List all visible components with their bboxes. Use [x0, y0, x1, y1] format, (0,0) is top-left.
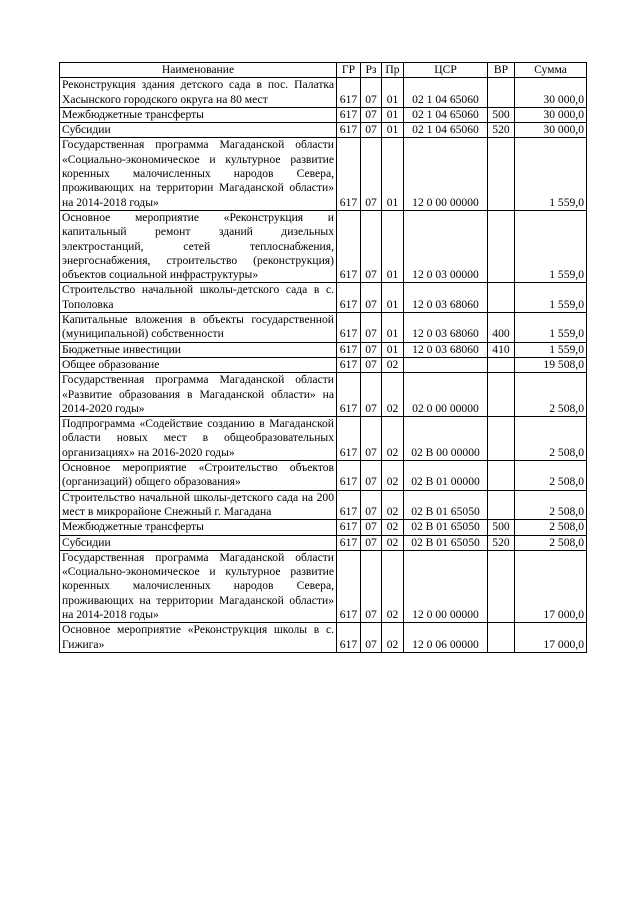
cell-pr: 01 — [382, 313, 404, 343]
cell-gr: 617 — [337, 107, 361, 122]
cell-name: Капитальные вложения в объекты государственной (муниципальной) собственности — [60, 313, 337, 343]
cell-name: Государственная программа Магаданской области «Социально-экономическое и культурное развитие коренных малочисленных народов Севера, проживающих на территории Магаданской области» на 2014-2018 годы» — [60, 138, 337, 210]
document-page — [59, 62, 586, 653]
cell-name: Основное мероприятие «Реконструкция школы в с. Гижига» — [60, 623, 337, 653]
table-row — [60, 550, 587, 622]
header-row — [60, 63, 587, 78]
cell-csr: 02 В 00 00000 — [404, 417, 488, 461]
cell-gr: 617 — [337, 520, 361, 535]
cell-vr: 520 — [488, 535, 515, 550]
cell-csr: 02 1 04 65060 — [404, 78, 488, 108]
cell-vr — [488, 490, 515, 520]
header-rz: Рз — [361, 63, 382, 78]
cell-rz: 07 — [361, 313, 382, 343]
cell-sum: 2 508,0 — [515, 490, 587, 520]
cell-vr: 520 — [488, 123, 515, 138]
cell-vr: 410 — [488, 342, 515, 357]
cell-csr: 02 1 04 65060 — [404, 123, 488, 138]
cell-gr: 617 — [337, 313, 361, 343]
cell-csr: 12 0 06 00000 — [404, 623, 488, 653]
cell-sum: 2 508,0 — [515, 535, 587, 550]
cell-rz: 07 — [361, 210, 382, 282]
cell-name: Субсидии — [60, 535, 337, 550]
cell-csr: 02 0 00 00000 — [404, 373, 488, 417]
cell-sum: 2 508,0 — [515, 520, 587, 535]
cell-vr — [488, 417, 515, 461]
table-row — [60, 123, 587, 138]
cell-vr — [488, 623, 515, 653]
table-row — [60, 373, 587, 417]
table-row — [60, 520, 587, 535]
table-row — [60, 623, 587, 653]
cell-sum: 30 000,0 — [515, 78, 587, 108]
cell-name: Основное мероприятие «Строительство объектов (организаций) общего образования» — [60, 461, 337, 491]
cell-name: Основное мероприятие «Реконструкция и капитальный ремонт зданий дизельных электростанций, сетей теплоснабжения, энергоснабжения, строительство (реконструкция) объектов социальной инфраструктуры» — [60, 210, 337, 282]
cell-gr: 617 — [337, 535, 361, 550]
cell-sum: 30 000,0 — [515, 107, 587, 122]
cell-pr: 01 — [382, 123, 404, 138]
table-row — [60, 138, 587, 210]
cell-name: Государственная программа Магаданской области «Развитие образования в Магаданской области» на 2014-2020 годы» — [60, 373, 337, 417]
cell-sum: 1 559,0 — [515, 342, 587, 357]
cell-sum: 17 000,0 — [515, 550, 587, 622]
cell-vr — [488, 357, 515, 372]
table-row — [60, 283, 587, 313]
cell-gr: 617 — [337, 210, 361, 282]
cell-rz: 07 — [361, 373, 382, 417]
cell-sum: 2 508,0 — [515, 461, 587, 491]
header-name: Наименование — [60, 63, 337, 78]
cell-rz: 07 — [361, 623, 382, 653]
cell-vr — [488, 78, 515, 108]
cell-sum: 2 508,0 — [515, 373, 587, 417]
cell-rz: 07 — [361, 535, 382, 550]
cell-sum: 19 508,0 — [515, 357, 587, 372]
table-row — [60, 342, 587, 357]
cell-vr — [488, 210, 515, 282]
cell-sum: 30 000,0 — [515, 123, 587, 138]
cell-pr: 01 — [382, 138, 404, 210]
cell-gr: 617 — [337, 342, 361, 357]
table-row — [60, 535, 587, 550]
table-row — [60, 417, 587, 461]
table-row — [60, 210, 587, 282]
cell-gr: 617 — [337, 373, 361, 417]
table-row — [60, 461, 587, 491]
cell-rz: 07 — [361, 78, 382, 108]
header-csr: ЦСР — [404, 63, 488, 78]
cell-pr: 02 — [382, 490, 404, 520]
cell-pr: 02 — [382, 417, 404, 461]
cell-rz: 07 — [361, 520, 382, 535]
header-sum: Сумма — [515, 63, 587, 78]
cell-name: Субсидии — [60, 123, 337, 138]
cell-name: Бюджетные инвестиции — [60, 342, 337, 357]
cell-sum: 1 559,0 — [515, 283, 587, 313]
table-row — [60, 107, 587, 122]
cell-pr: 02 — [382, 623, 404, 653]
cell-csr: 12 0 03 68060 — [404, 342, 488, 357]
budget-table — [59, 62, 587, 653]
cell-pr: 01 — [382, 210, 404, 282]
header-vr: ВР — [488, 63, 515, 78]
cell-rz: 07 — [361, 461, 382, 491]
cell-csr: 12 0 03 68060 — [404, 283, 488, 313]
cell-pr: 02 — [382, 550, 404, 622]
cell-name: Общее образование — [60, 357, 337, 372]
cell-gr: 617 — [337, 283, 361, 313]
cell-vr — [488, 373, 515, 417]
cell-sum: 1 559,0 — [515, 138, 587, 210]
cell-pr: 01 — [382, 342, 404, 357]
cell-gr: 617 — [337, 78, 361, 108]
cell-rz: 07 — [361, 138, 382, 210]
cell-gr: 617 — [337, 490, 361, 520]
cell-gr: 617 — [337, 357, 361, 372]
cell-csr: 12 0 00 00000 — [404, 550, 488, 622]
table-row — [60, 490, 587, 520]
cell-rz: 07 — [361, 283, 382, 313]
cell-name: Реконструкция здания детского сада в пос. Палатка Хасынского городского округа на 80 мест — [60, 78, 337, 108]
cell-rz: 07 — [361, 490, 382, 520]
cell-rz: 07 — [361, 417, 382, 461]
cell-gr: 617 — [337, 550, 361, 622]
cell-sum: 1 559,0 — [515, 313, 587, 343]
cell-csr: 02 В 01 65050 — [404, 490, 488, 520]
cell-pr: 01 — [382, 107, 404, 122]
cell-pr: 01 — [382, 78, 404, 108]
cell-sum: 17 000,0 — [515, 623, 587, 653]
cell-rz: 07 — [361, 550, 382, 622]
table-row — [60, 357, 587, 372]
cell-csr: 02 В 01 65050 — [404, 520, 488, 535]
cell-vr — [488, 461, 515, 491]
cell-rz: 07 — [361, 123, 382, 138]
cell-csr — [404, 357, 488, 372]
cell-vr — [488, 283, 515, 313]
cell-csr: 02 В 01 65050 — [404, 535, 488, 550]
cell-name: Межбюджетные трансферты — [60, 520, 337, 535]
cell-vr: 500 — [488, 107, 515, 122]
cell-gr: 617 — [337, 123, 361, 138]
cell-gr: 617 — [337, 417, 361, 461]
cell-pr: 02 — [382, 461, 404, 491]
cell-gr: 617 — [337, 138, 361, 210]
cell-csr: 02 В 01 00000 — [404, 461, 488, 491]
cell-vr: 400 — [488, 313, 515, 343]
cell-vr — [488, 138, 515, 210]
cell-name: Подпрограмма «Содействие созданию в Магаданской области новых мест в общеобразовательных организациях» на 2016-2020 годы» — [60, 417, 337, 461]
header-gr: ГР — [337, 63, 361, 78]
cell-rz: 07 — [361, 357, 382, 372]
cell-csr: 12 0 03 68060 — [404, 313, 488, 343]
cell-csr: 02 1 04 65060 — [404, 107, 488, 122]
table-row — [60, 313, 587, 343]
cell-name: Строительство начальной школы-детского сада в с. Тополовка — [60, 283, 337, 313]
cell-vr — [488, 550, 515, 622]
cell-pr: 02 — [382, 535, 404, 550]
cell-name: Строительство начальной школы-детского сада на 200 мест в микрорайоне Снежный г. Магадана — [60, 490, 337, 520]
cell-rz: 07 — [361, 342, 382, 357]
table-body — [60, 78, 587, 653]
cell-pr: 02 — [382, 373, 404, 417]
cell-csr: 12 0 00 00000 — [404, 138, 488, 210]
cell-pr: 02 — [382, 520, 404, 535]
header-pr: Пр — [382, 63, 404, 78]
cell-name: Межбюджетные трансферты — [60, 107, 337, 122]
cell-rz: 07 — [361, 107, 382, 122]
cell-sum: 2 508,0 — [515, 417, 587, 461]
cell-gr: 617 — [337, 623, 361, 653]
cell-pr: 01 — [382, 283, 404, 313]
cell-csr: 12 0 03 00000 — [404, 210, 488, 282]
cell-pr: 02 — [382, 357, 404, 372]
table-row — [60, 78, 587, 108]
cell-vr: 500 — [488, 520, 515, 535]
cell-sum: 1 559,0 — [515, 210, 587, 282]
cell-gr: 617 — [337, 461, 361, 491]
cell-name: Государственная программа Магаданской области «Социально-экономическое и культурное развитие коренных малочисленных народов Севера, проживающих на территории Магаданской области» на 2014-2018 годы» — [60, 550, 337, 622]
